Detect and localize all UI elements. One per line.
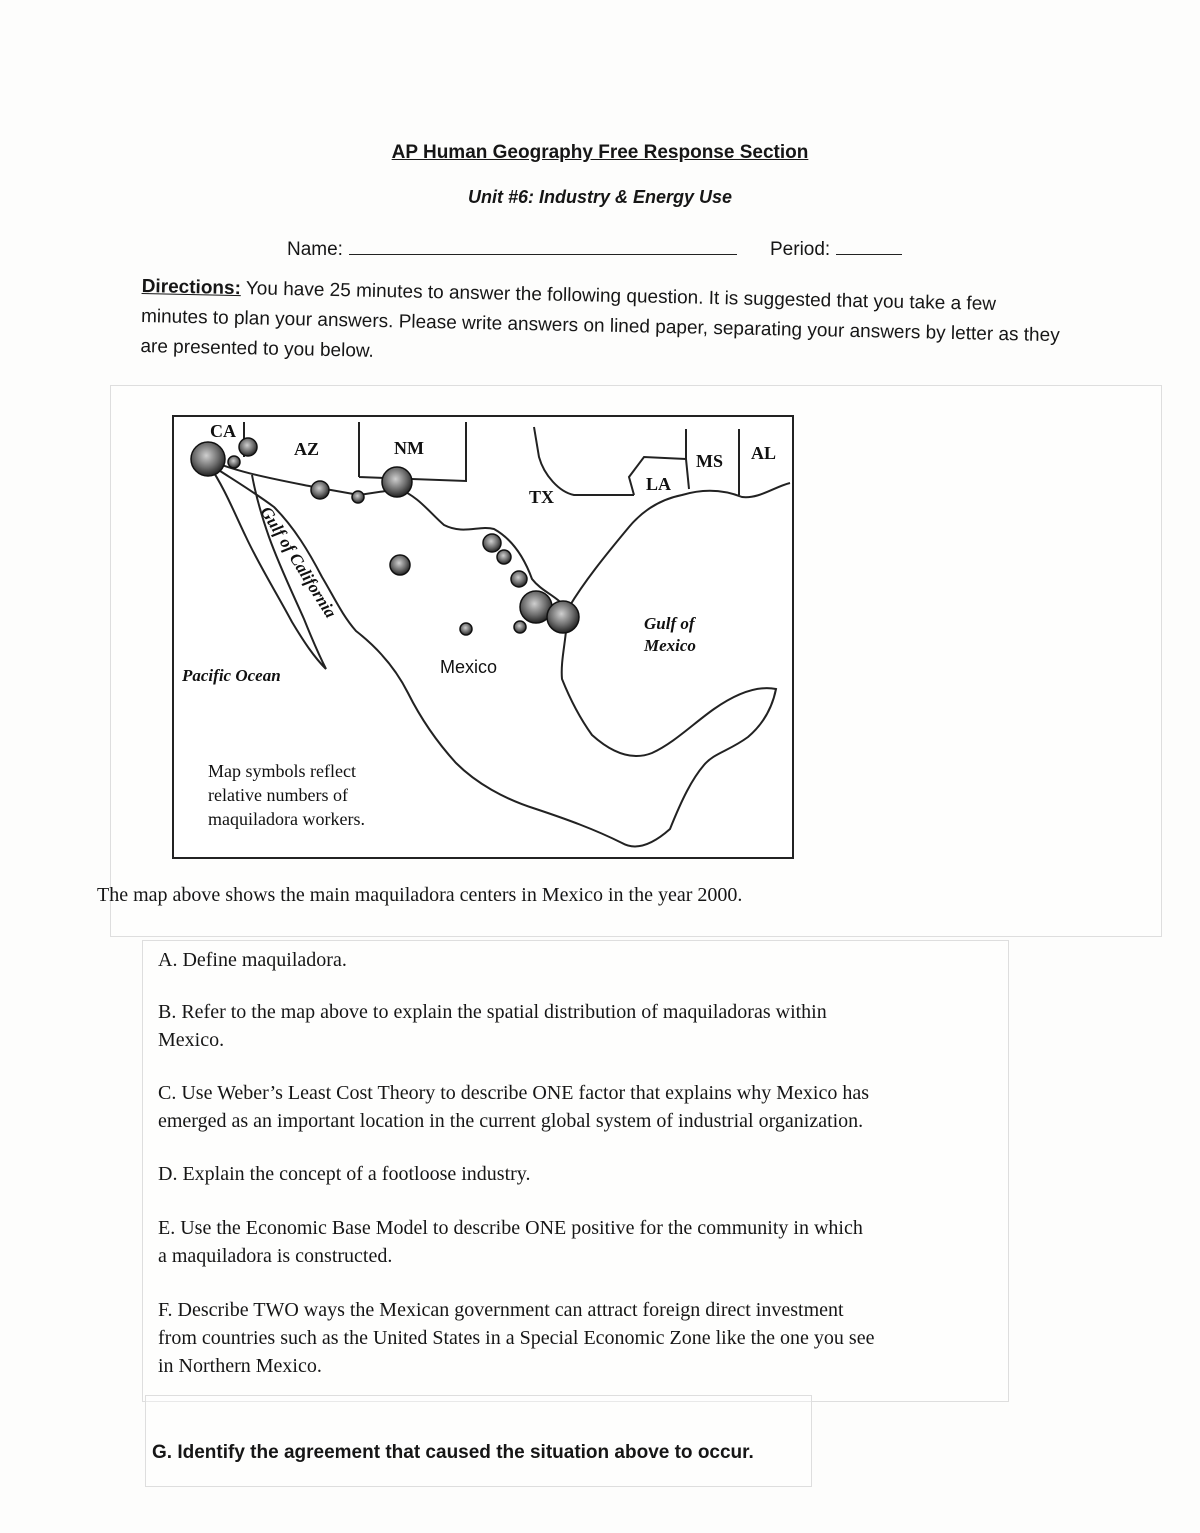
center-nogales <box>311 481 329 499</box>
center-tecate <box>228 456 240 468</box>
legend-line-2: relative numbers of <box>208 785 348 805</box>
legend-line-1: Map symbols reflect <box>208 761 356 781</box>
label-gulf-of-mexico-1: Gulf of <box>644 614 695 633</box>
worksheet-title: AP Human Geography Free Response Section <box>391 142 809 163</box>
map-drawing <box>174 417 792 857</box>
label-nm: NM <box>394 438 424 458</box>
center-chihuahua <box>390 555 410 575</box>
question-e <box>158 1214 863 1270</box>
unit-subtitle: Unit #6: Industry & Energy Use <box>467 187 733 207</box>
question-b <box>158 998 827 1054</box>
label-az: AZ <box>294 439 320 459</box>
question-e-line: E. Use the Economic Base Model to describe ONE positive for the community in which <box>158 1217 863 1239</box>
question-g: G. Identify the agreement that caused the situation above to occur. <box>152 1442 754 1463</box>
period-label: Period: <box>770 239 831 260</box>
center-agua-prieta <box>352 491 364 503</box>
legend-line-3: maquiladora workers. <box>208 809 365 829</box>
question-f-line: in Northern Mexico. <box>158 1355 322 1377</box>
scan-paste-edge <box>145 1395 812 1487</box>
name-blank[interactable] <box>349 234 737 255</box>
directions-text: You have 25 minutes to answer the following question. It is suggested that you take a few minutes to plan your answers. Please write answers on lined paper, separating your answers by letter as they are presented to you below. <box>140 278 1060 362</box>
label-gulf-of-california: Gulf of California <box>256 503 341 622</box>
label-tx: TX <box>529 487 555 507</box>
question-d <box>158 1160 531 1188</box>
center-juarez <box>382 467 412 497</box>
directions-label: Directions: <box>141 275 242 300</box>
question-f-line: from countries such as the United States in a Special Economic Zone like the one you see <box>158 1327 875 1349</box>
name-field[interactable] <box>287 234 737 261</box>
period-blank[interactable] <box>836 234 902 255</box>
directions <box>140 272 1062 381</box>
label-ca: CA <box>210 421 236 441</box>
label-la: LA <box>646 474 672 494</box>
center-torreon <box>460 623 472 635</box>
question-b-line: B. Refer to the map above to explain the spatial distribution of maquiladoras within <box>158 1001 827 1023</box>
maquiladora-symbols <box>191 438 579 635</box>
question-c-line: C. Use Weber’s Least Cost Theory to describe ONE factor that explains why Mexico has <box>158 1082 869 1104</box>
label-mexico: Mexico <box>440 657 498 677</box>
center-mexicali <box>239 438 257 456</box>
label-pacific-ocean: Pacific Ocean <box>182 666 281 685</box>
center-piedras-negras <box>497 550 511 564</box>
question-a <box>158 946 347 974</box>
map-caption: The map above shows the main maquiladora centers in Mexico in the year 2000. <box>97 884 743 906</box>
question-b-line: Mexico. <box>158 1029 225 1051</box>
label-al: AL <box>751 443 777 463</box>
maquiladora-map <box>172 415 794 859</box>
label-gulf-of-mexico-2: Mexico <box>644 636 696 655</box>
question-f-line: F. Describe TWO ways the Mexican government can attract foreign direct investment <box>158 1299 844 1321</box>
question-c <box>158 1079 869 1135</box>
question-c-line: emerged as an important location in the current global system of industrial organization. <box>158 1110 864 1132</box>
center-tijuana <box>191 442 225 476</box>
center-matamoros <box>547 601 579 633</box>
center-acuna <box>483 534 501 552</box>
period-field[interactable] <box>770 234 902 261</box>
us-gulf-coast <box>569 483 790 607</box>
question-d-line: D. Explain the concept of a footloose industry. <box>158 1163 531 1185</box>
question-a-line: A. Define maquiladora. <box>158 949 347 971</box>
center-monterrey <box>514 621 526 633</box>
name-label: Name: <box>287 239 343 260</box>
question-f <box>158 1296 874 1380</box>
label-ms: MS <box>696 451 723 471</box>
question-e-line: a maquiladora is constructed. <box>158 1245 393 1267</box>
center-nuevo-laredo <box>511 571 527 587</box>
